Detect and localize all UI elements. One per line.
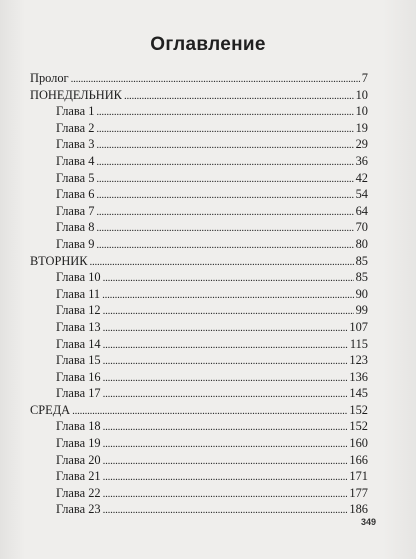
dot-leader [103,336,348,354]
dot-leader [96,120,353,138]
dot-leader [96,103,353,121]
toc-entry-page: 54 [355,187,368,202]
toc-entry-page: 136 [349,369,368,384]
toc-chapter-entry [30,501,368,518]
dot-leader [96,236,353,254]
toc-chapter-entry [30,153,368,170]
toc-chapter-entry [30,336,368,353]
toc-entry-page: 177 [349,485,368,500]
dot-leader [103,302,354,320]
toc-entry-label: ПОНЕДЕЛЬНИК [30,87,122,102]
toc-chapter-entry [30,203,368,220]
toc-entry-label: Глава 13 [56,319,101,334]
toc-chapter-entry [30,369,368,386]
toc-chapter-entry [30,103,368,120]
toc-entry-label: Глава 20 [56,452,101,467]
toc-part-entry [30,402,368,419]
dot-leader [96,153,353,171]
dot-leader [90,253,354,271]
toc-entry-page: 160 [349,436,368,451]
toc-entry-label: Глава 1 [56,104,95,119]
toc-entry-label: Глава 8 [56,220,95,235]
toc-chapter-entry [30,468,368,485]
toc-entry-page: 145 [349,386,368,401]
toc-entry-label: Глава 23 [56,502,101,517]
dot-leader [103,385,348,403]
toc-chapter-entry [30,385,368,402]
dot-leader [96,186,353,204]
dot-leader [103,319,348,337]
toc-chapter-entry [30,452,368,469]
toc-entry-label: Глава 12 [56,303,101,318]
dot-leader [96,136,353,154]
toc-chapter-entry [30,136,368,153]
toc-entry-label: Глава 16 [56,369,101,384]
toc-entry-page: 29 [355,137,368,152]
table-of-contents [30,70,368,518]
dot-leader [103,501,348,519]
dot-leader [103,369,348,387]
toc-entry-label: Глава 19 [56,436,101,451]
toc-chapter-entry [30,120,368,137]
dot-leader [96,219,353,237]
toc-entry-page: 7 [361,71,368,85]
dot-leader [103,352,348,370]
toc-entry-page: 152 [349,419,368,434]
toc-entry-label: Пролог [30,71,69,85]
toc-entry-page: 80 [355,236,368,251]
toc-chapter-entry [30,319,368,336]
toc-entry-page: 42 [355,170,368,185]
page-title: Оглавление [150,34,266,55]
toc-entry-label: Глава 14 [56,336,101,351]
page-number: 349 [360,517,376,527]
toc-entry-label: Глава 11 [56,286,101,301]
dot-leader [96,203,353,221]
toc-entry-label: Глава 4 [56,153,95,168]
toc-entry-label: Глава 17 [56,386,101,401]
toc-entry-page: 64 [355,203,368,218]
toc-part-entry [30,253,368,270]
toc-entry-page: 166 [349,452,368,467]
toc-chapter-entry [30,236,368,253]
toc-chapter-entry [30,170,368,187]
dot-leader [102,286,353,304]
dot-leader [103,485,348,503]
toc-entry-page: 107 [349,319,368,334]
toc-entry-page: 10 [355,104,368,119]
toc-chapter-entry [30,269,368,286]
dot-leader [103,418,348,436]
toc-entry-label: Глава 3 [56,137,95,152]
toc-chapter-entry [30,352,368,369]
toc-entry-label: Глава 5 [56,170,95,185]
toc-chapter-entry [30,219,368,236]
toc-entry-page: 85 [355,253,368,268]
dot-leader [96,170,353,188]
toc-entry-label: СРЕДА [30,402,71,417]
toc-entry-label: Глава 18 [56,419,101,434]
toc-entry-label: Глава 22 [56,485,101,500]
dot-leader [103,269,354,287]
toc-entry-label: Глава 10 [56,270,101,285]
toc-chapter-entry [30,485,368,502]
toc-chapter-entry [30,418,368,435]
toc-entry-page: 10 [355,87,368,102]
toc-entry-label: Глава 2 [56,120,95,135]
dot-leader [103,468,348,486]
dot-leader [103,452,348,470]
toc-entry-page: 90 [355,286,368,301]
dot-leader [103,435,348,453]
toc-entry-label: ВТОРНИК [30,253,88,268]
dot-leader [124,87,354,105]
toc-entry-page: 186 [349,502,368,517]
toc-part-entry [30,70,368,87]
toc-chapter-entry [30,435,368,452]
toc-chapter-entry [30,186,368,203]
toc-entry-page: 171 [349,469,368,484]
toc-part-entry [30,87,368,104]
toc-entry-label: Глава 9 [56,236,95,251]
toc-entry-page: 152 [349,402,368,417]
toc-entry-page: 19 [355,120,368,135]
toc-entry-label: Глава 15 [56,353,101,368]
toc-entry-label: Глава 7 [56,203,95,218]
toc-entry-page: 115 [349,336,368,351]
dot-leader [71,70,360,88]
toc-entry-label: Глава 6 [56,187,95,202]
toc-entry-page: 123 [349,353,368,368]
toc-chapter-entry [30,302,368,319]
toc-entry-page: 70 [355,220,368,235]
toc-entry-page: 36 [355,153,368,168]
toc-entry-label: Глава 21 [56,469,101,484]
dot-leader [72,402,347,420]
toc-chapter-entry [30,286,368,303]
toc-entry-page: 99 [355,303,368,318]
toc-entry-page: 85 [355,270,368,285]
